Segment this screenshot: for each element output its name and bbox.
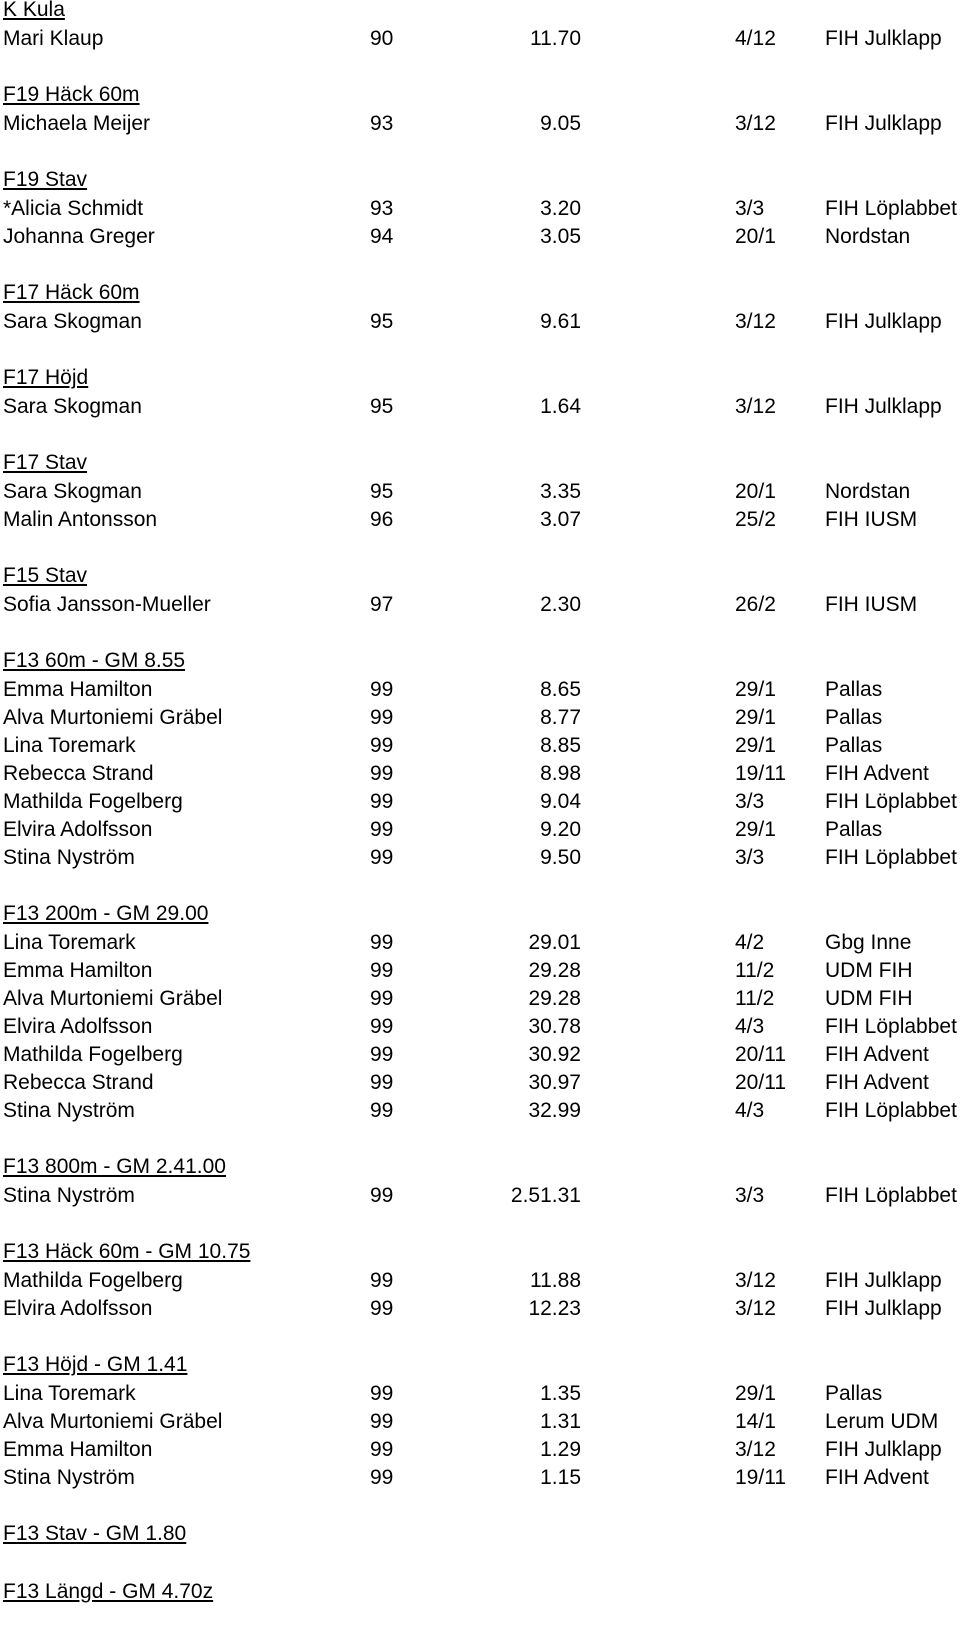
result-value: 2.30 (540, 593, 581, 616)
section-heading-text: F13 Stav - GM 1.80 (3, 1522, 187, 1545)
result-row (0, 928, 960, 957)
birth-year: 99 (370, 1297, 394, 1320)
competition-date: 3/12 (735, 1269, 776, 1292)
athlete-name: Lina Toremark (3, 931, 136, 954)
result-value: 3.07 (540, 508, 581, 531)
result-row (0, 1068, 960, 1097)
competition-date: 11/2 (735, 987, 775, 1010)
result-value: 9.20 (540, 818, 581, 841)
competition-date: 3/12 (735, 310, 776, 333)
result-value: 11.88 (530, 1269, 581, 1292)
birth-year: 99 (370, 734, 394, 757)
competition-name: FIH IUSM (825, 593, 918, 616)
athlete-name: Stina Nyström (3, 1099, 135, 1122)
competition-name: Pallas (825, 1382, 883, 1405)
birth-year: 95 (370, 480, 394, 503)
competition-date: 20/1 (735, 480, 776, 503)
section-heading-text: F17 Höjd (3, 366, 89, 389)
birth-year: 93 (370, 197, 394, 220)
section-heading-text: F13 Längd - GM 4.70z (3, 1580, 214, 1603)
result-value: 11.70 (530, 27, 581, 50)
athlete-name: Sofia Jansson-Mueller (3, 593, 211, 616)
competition-name: FIH Julklapp (825, 112, 942, 135)
result-value: 9.04 (540, 790, 581, 813)
competition-date: 26/2 (735, 593, 776, 616)
birth-year: 99 (370, 1438, 394, 1461)
competition-date: 20/11 (735, 1071, 786, 1094)
competition-date: 4/12 (735, 27, 776, 50)
competition-date: 3/12 (735, 395, 776, 418)
athlete-name: Sara Skogman (3, 480, 142, 503)
competition-date: 29/1 (735, 734, 776, 757)
section-heading-text: F19 Häck 60m (3, 83, 140, 106)
competition-name: Pallas (825, 706, 883, 729)
competition-name: FIH Löplabbet (825, 197, 957, 220)
section-heading (3, 448, 87, 477)
birth-year: 99 (370, 1382, 394, 1405)
section-heading (3, 1577, 213, 1606)
competition-date: 3/3 (735, 846, 765, 869)
athlete-name: *Alicia Schmidt (3, 197, 144, 220)
birth-year: 99 (370, 1269, 394, 1292)
result-row (0, 1040, 960, 1069)
birth-year: 97 (370, 593, 394, 616)
result-row (0, 109, 960, 138)
section-heading-text: F13 Häck 60m - GM 10.75 (3, 1240, 251, 1263)
competition-date: 3/12 (735, 112, 776, 135)
competition-name: FIH Advent (825, 762, 929, 785)
birth-year: 94 (370, 225, 394, 248)
result-value: 29.28 (528, 959, 581, 982)
result-row (0, 759, 960, 788)
result-value: 3.35 (540, 480, 581, 503)
competition-name: Lerum UDM (825, 1410, 939, 1433)
birth-year: 99 (370, 762, 394, 785)
result-row (0, 1012, 960, 1041)
result-row (0, 1181, 960, 1210)
birth-year: 95 (370, 395, 394, 418)
result-row (0, 307, 960, 336)
result-value: 3.20 (540, 197, 581, 220)
athlete-name: Lina Toremark (3, 1382, 136, 1405)
competition-name: FIH Julklapp (825, 310, 942, 333)
result-row (0, 1379, 960, 1408)
birth-year: 99 (370, 846, 394, 869)
birth-year: 95 (370, 310, 394, 333)
competition-name: FIH Löplabbet (825, 846, 957, 869)
athlete-name: Rebecca Strand (3, 762, 154, 785)
athlete-name: Emma Hamilton (3, 959, 153, 982)
competition-date: 29/1 (735, 706, 776, 729)
athlete-name: Alva Murtoniemi Gräbel (3, 1410, 223, 1433)
birth-year: 99 (370, 959, 394, 982)
athlete-name: Emma Hamilton (3, 1438, 153, 1461)
result-row (0, 24, 960, 53)
athlete-name: Mathilda Fogelberg (3, 1269, 183, 1292)
result-row (0, 505, 960, 534)
section-heading (3, 899, 208, 928)
competition-name: UDM FIH (825, 959, 913, 982)
athlete-name: Sara Skogman (3, 310, 142, 333)
competition-name: UDM FIH (825, 987, 913, 1010)
athlete-name: Malin Antonsson (3, 508, 158, 531)
birth-year: 99 (370, 1410, 394, 1433)
competition-date: 20/1 (735, 225, 776, 248)
result-value: 8.77 (540, 706, 581, 729)
competition-date: 4/3 (735, 1099, 765, 1122)
competition-date: 19/11 (735, 762, 786, 785)
competition-date: 3/12 (735, 1297, 776, 1320)
athlete-name: Stina Nyström (3, 1184, 135, 1207)
result-value: 30.92 (528, 1043, 581, 1066)
result-value: 9.05 (540, 112, 581, 135)
birth-year: 96 (370, 508, 394, 531)
result-value: 29.01 (528, 931, 581, 954)
competition-date: 19/11 (735, 1466, 786, 1489)
result-row (0, 1294, 960, 1323)
competition-name: FIH Löplabbet (825, 1184, 957, 1207)
section-heading (3, 278, 140, 307)
athlete-name: Emma Hamilton (3, 678, 153, 701)
competition-name: FIH Advent (825, 1043, 929, 1066)
competition-name: FIH Advent (825, 1071, 929, 1094)
birth-year: 99 (370, 706, 394, 729)
athlete-name: Rebecca Strand (3, 1071, 154, 1094)
section-heading-text: F13 Höjd - GM 1.41 (3, 1353, 188, 1376)
result-row (0, 956, 960, 985)
result-row (0, 1463, 960, 1492)
section-heading-text: F19 Stav (3, 168, 88, 191)
competition-date: 11/2 (735, 959, 775, 982)
result-row (0, 392, 960, 421)
section-heading (3, 1350, 187, 1379)
birth-year: 99 (370, 931, 394, 954)
result-row (0, 194, 960, 223)
competition-date: 25/2 (735, 508, 776, 531)
athlete-name: Johanna Greger (3, 225, 155, 248)
competition-date: 4/3 (735, 1015, 765, 1038)
result-value: 12.23 (528, 1297, 581, 1320)
birth-year: 90 (370, 27, 394, 50)
athlete-name: Elvira Adolfsson (3, 818, 153, 841)
birth-year: 99 (370, 1466, 394, 1489)
section-heading (3, 165, 87, 194)
birth-year: 99 (370, 987, 394, 1010)
birth-year: 99 (370, 678, 394, 701)
competition-date: 14/1 (735, 1410, 776, 1433)
birth-year: 99 (370, 1184, 394, 1207)
athlete-name: Stina Nyström (3, 846, 135, 869)
athlete-name: Mari Klaup (3, 27, 104, 50)
section-heading (3, 1237, 250, 1266)
result-value: 1.15 (540, 1466, 581, 1489)
athlete-name: Elvira Adolfsson (3, 1015, 153, 1038)
section-heading (3, 646, 185, 675)
result-row (0, 1407, 960, 1436)
competition-name: FIH IUSM (825, 508, 918, 531)
result-value: 1.31 (540, 1410, 581, 1433)
section-heading-text: K Kula (3, 0, 65, 21)
result-row (0, 984, 960, 1013)
birth-year: 99 (370, 1043, 394, 1066)
competition-name: Pallas (825, 734, 883, 757)
athlete-name: Elvira Adolfsson (3, 1297, 153, 1320)
birth-year: 99 (370, 790, 394, 813)
result-row (0, 703, 960, 732)
result-value: 3.05 (540, 225, 581, 248)
result-value: 1.64 (540, 395, 581, 418)
result-row (0, 675, 960, 704)
competition-name: FIH Julklapp (825, 395, 942, 418)
result-row (0, 1435, 960, 1464)
competition-name: FIH Löplabbet (825, 1099, 957, 1122)
athlete-name: Stina Nyström (3, 1466, 135, 1489)
athlete-name: Mathilda Fogelberg (3, 1043, 183, 1066)
competition-date: 29/1 (735, 1382, 776, 1405)
competition-date: 29/1 (735, 818, 776, 841)
competition-name: FIH Julklapp (825, 1297, 942, 1320)
result-value: 9.61 (540, 310, 581, 333)
result-value: 32.99 (528, 1099, 581, 1122)
competition-date: 29/1 (735, 678, 776, 701)
result-row (0, 477, 960, 506)
result-value: 30.97 (528, 1071, 581, 1094)
athlete-name: Sara Skogman (3, 395, 142, 418)
athlete-name: Michaela Meijer (3, 112, 151, 135)
section-heading-text: F15 Stav (3, 564, 88, 587)
result-value: 1.29 (540, 1438, 581, 1461)
birth-year: 93 (370, 112, 394, 135)
competition-date: 3/3 (735, 790, 765, 813)
result-row (0, 787, 960, 816)
result-row (0, 1096, 960, 1125)
competition-name: Pallas (825, 818, 883, 841)
competition-name: FIH Löplabbet (825, 1015, 957, 1038)
section-heading (3, 363, 88, 392)
competition-name: FIH Advent (825, 1466, 929, 1489)
result-value: 9.50 (540, 846, 581, 869)
result-value: 1.35 (540, 1382, 581, 1405)
section-heading-text: F13 800m - GM 2.41.00 (3, 1155, 226, 1178)
competition-name: Gbg Inne (825, 931, 912, 954)
birth-year: 99 (370, 818, 394, 841)
section-heading (3, 1152, 226, 1181)
competition-date: 3/3 (735, 197, 765, 220)
result-row (0, 590, 960, 619)
section-heading-text: F17 Stav (3, 451, 88, 474)
competition-name: FIH Julklapp (825, 1269, 942, 1292)
result-value: 8.98 (540, 762, 581, 785)
competition-date: 3/3 (735, 1184, 765, 1207)
competition-date: 4/2 (735, 931, 765, 954)
competition-name: Nordstan (825, 225, 911, 248)
athlete-name: Mathilda Fogelberg (3, 790, 183, 813)
athlete-name: Alva Murtoniemi Gräbel (3, 987, 223, 1010)
competition-name: Nordstan (825, 480, 911, 503)
section-heading-text: F13 60m - GM 8.55 (3, 649, 186, 672)
result-row (0, 731, 960, 760)
competition-name: Pallas (825, 678, 883, 701)
result-row (0, 222, 960, 251)
section-heading-text: F17 Häck 60m (3, 281, 140, 304)
result-value: 8.65 (540, 678, 581, 701)
result-value: 2.51.31 (510, 1184, 581, 1207)
section-heading (3, 80, 140, 109)
competition-date: 3/12 (735, 1438, 776, 1461)
athlete-name: Alva Murtoniemi Gräbel (3, 706, 223, 729)
result-row (0, 815, 960, 844)
section-heading (3, 561, 87, 590)
competition-name: FIH Julklapp (825, 1438, 942, 1461)
section-heading (3, 0, 65, 24)
competition-name: FIH Löplabbet (825, 790, 957, 813)
competition-name: FIH Julklapp (825, 27, 942, 50)
athlete-name: Lina Toremark (3, 734, 136, 757)
birth-year: 99 (370, 1015, 394, 1038)
birth-year: 99 (370, 1071, 394, 1094)
result-value: 30.78 (528, 1015, 581, 1038)
competition-date: 20/11 (735, 1043, 786, 1066)
result-row (0, 843, 960, 872)
section-heading-text: F13 200m - GM 29.00 (3, 902, 209, 925)
result-value: 29.28 (528, 987, 581, 1010)
section-heading (3, 1519, 186, 1548)
birth-year: 99 (370, 1099, 394, 1122)
result-row (0, 1266, 960, 1295)
result-value: 8.85 (540, 734, 581, 757)
